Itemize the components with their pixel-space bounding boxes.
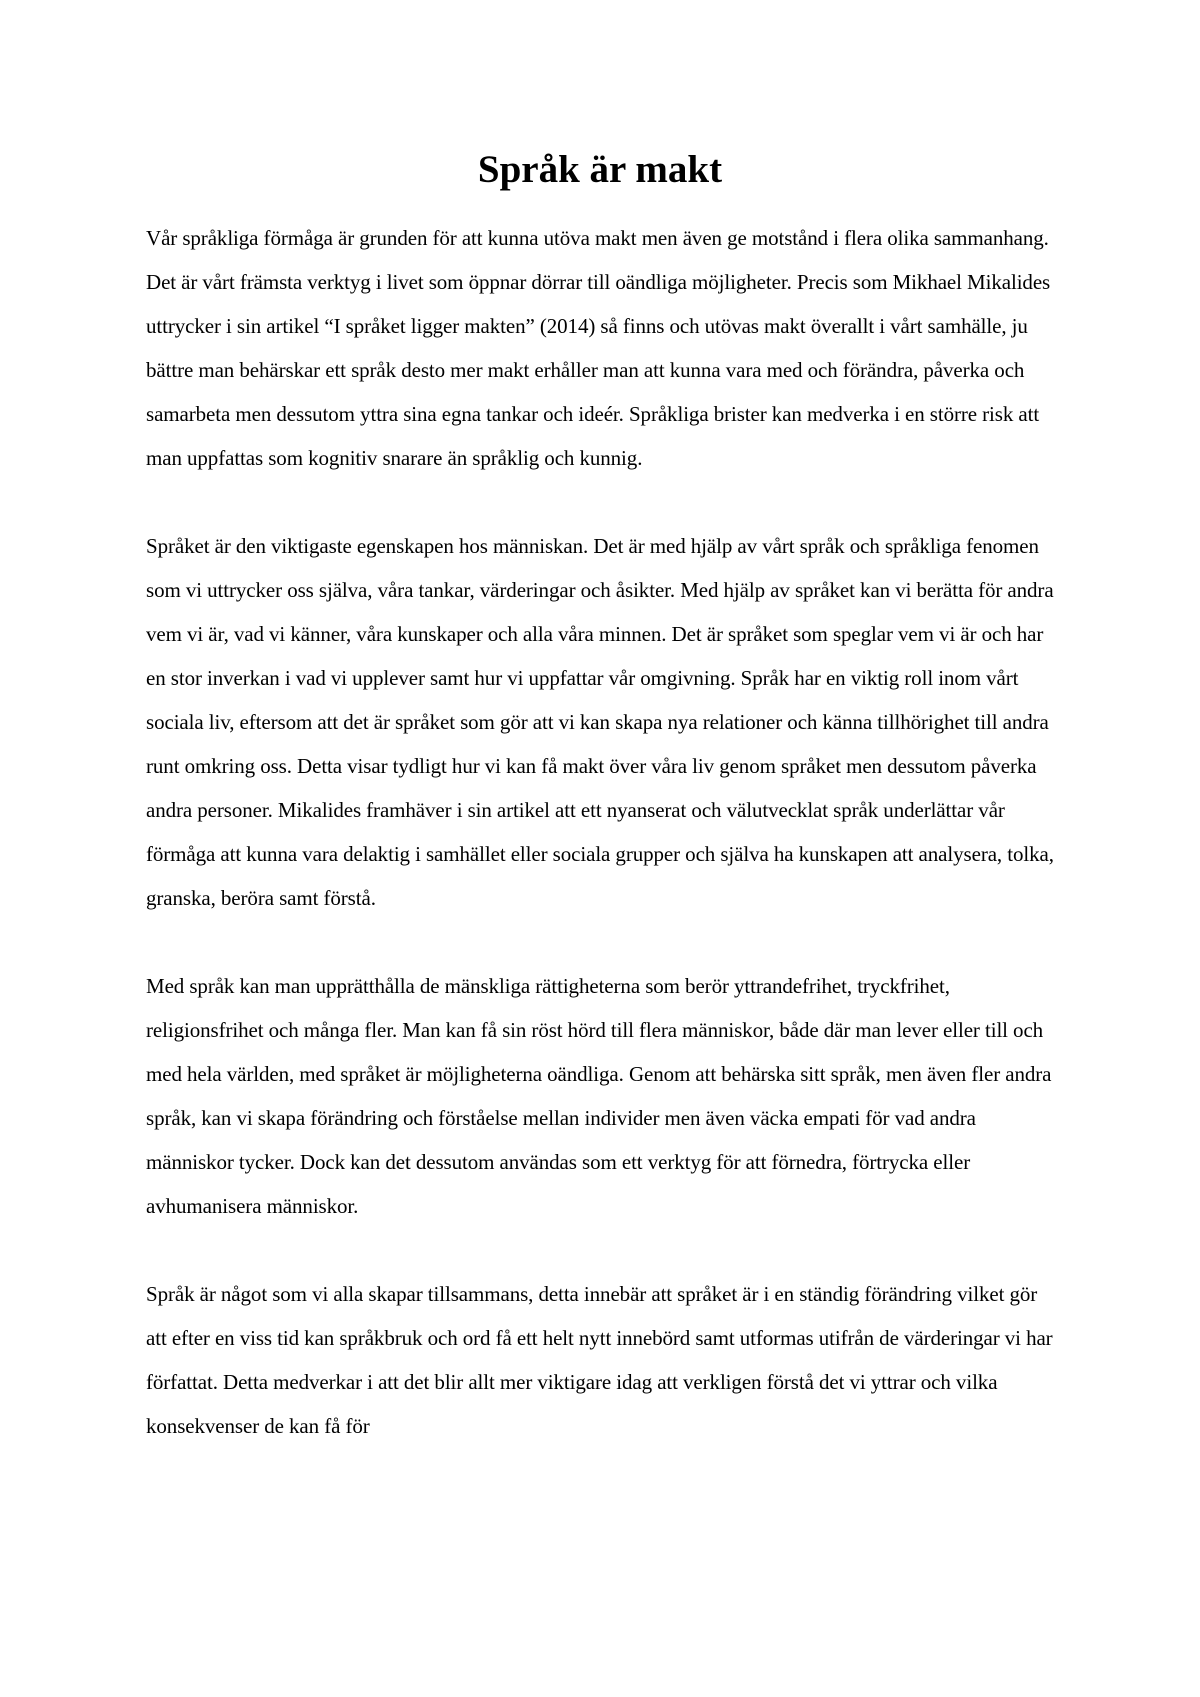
paragraph-3: Med språk kan man upprätthålla de mänskliga rättigheterna som berör yttrandefrihet, tryckfrihet, religionsfrihet och många fler. Man kan få sin röst hörd till flera människor, både där man lever eller till och med hela världen, med språket är möjligheterna oändliga. Genom att behärska sitt språk, men även fler andra språk, kan vi skapa förändring och förståelse mellan individer men även väcka empati för vad andra människor tycker. Dock kan det dessutom användas som ett verktyg för att förnedra, förtrycka eller avhumanisera människor. [146,974,1052,1218]
paragraph-4: Språk är något som vi alla skapar tillsammans, detta innebär att språket är i en ständig förändring vilket gör att efter en viss tid kan språkbruk och ord få ett helt nytt innebörd samt utformas utifrån de värderingar vi har författat. Detta medverkar i att det blir allt mer viktigare idag att verkligen förstå det vi yttrar och vilka konsekvenser de kan få för [146,1282,1053,1438]
paragraph-1: Vår språkliga förmåga är grunden för att kunna utöva makt men även ge motstånd i flera olika sammanhang. Det är vårt främsta verktyg i livet som öppnar dörrar till oändliga möjligheter. Precis som Mikhael Mikalides uttrycker i sin artikel “I språket ligger makten” (2014) så finns och utövas makt överallt i vårt samhälle, ju bättre man behärskar ett språk desto mer makt erhåller man att kunna vara med och förändra, påverka och samarbeta men dessutom yttra sina egna tankar och ideér. Språkliga brister kan medverka i en större risk att man uppfattas som kognitiv snarare än språklig och kunnig. [146,226,1051,470]
paragraph-2: Språket är den viktigaste egenskapen hos människan. Det är med hjälp av vårt språk och språkliga fenomen som vi uttrycker oss själva, våra tankar, värderingar och åsikter. Med hjälp av språket kan vi berätta för andra vem vi är, vad vi känner, våra kunskaper och alla våra minnen. Det är språket som speglar vem vi är och har en stor inverkan i vad vi upplever samt hur vi uppfattar vår omgivning. Språk har en viktig roll inom vårt sociala liv, eftersom att det är språket som gör att vi kan skapa nya relationer och känna tillhörighet till andra runt omkring oss. Detta visar tydligt hur vi kan få makt över våra liv genom språket men dessutom påverka andra personer. Mikalides framhäver i sin artikel att ett nyanserat och välutvecklat språk underlättar vår förmåga att kunna vara delaktig i samhället eller sociala grupper och själva ha kunskapen att analysera, tolka, granska, beröra samt förstå. [146,534,1054,910]
document-body [146,216,1061,1448]
document-title: Språk är makt [477,148,723,191]
